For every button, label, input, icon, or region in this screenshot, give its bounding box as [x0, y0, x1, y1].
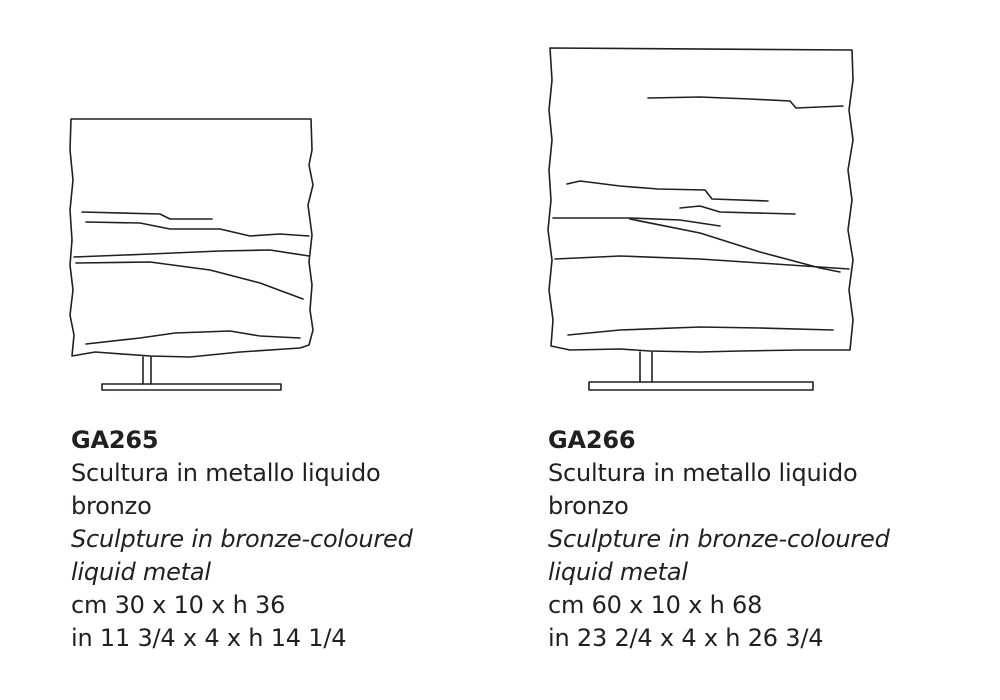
product-name-english: Sculpture in bronze-coloured — [548, 525, 890, 553]
caption-ga265 — [71, 424, 413, 655]
product-code: GA266 — [548, 426, 636, 454]
dimensions-cm: cm 60 x 10 x h 68 — [548, 591, 763, 619]
dimensions-in: in 23 2/4 x 4 x h 26 3/4 — [548, 624, 824, 652]
dimensions-in: in 11 3/4 x 4 x h 14 1/4 — [71, 624, 347, 652]
product-name-italian: Scultura in metallo liquido — [71, 459, 381, 487]
caption-ga266 — [548, 424, 890, 655]
sculpture-ga266-panel — [548, 48, 853, 352]
product-name-english: Sculpture in bronze-coloured — [71, 525, 413, 553]
dimensions-cm: cm 30 x 10 x h 36 — [71, 591, 286, 619]
product-name-italian-cont: bronzo — [71, 492, 152, 520]
product-name-italian-cont: bronzo — [548, 492, 629, 520]
product-name-english-cont: liquid metal — [548, 558, 688, 586]
product-name-english-cont: liquid metal — [71, 558, 211, 586]
sculpture-ga266-stand — [589, 352, 813, 390]
product-code: GA265 — [71, 426, 159, 454]
product-name-italian: Scultura in metallo liquido — [548, 459, 858, 487]
